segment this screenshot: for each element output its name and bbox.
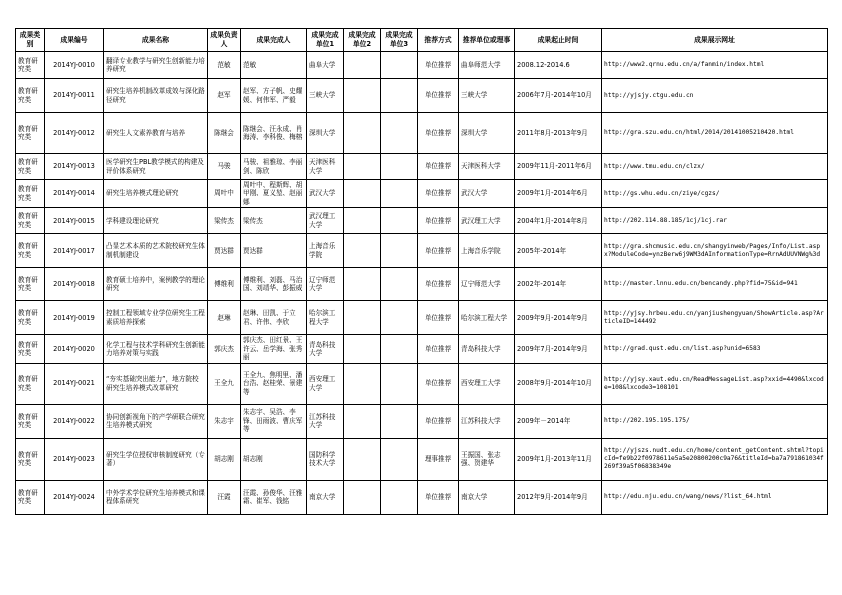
cell-unit2	[344, 52, 381, 79]
cell-code: 2014YJ-0024	[45, 480, 104, 514]
cell-period: 2008.12-2014.6	[515, 52, 602, 79]
cell-period: 2012年9月-2014年9月	[515, 480, 602, 514]
cell-name: “夯实基础突出能力”，地方院校研究生培养模式改革研究	[104, 363, 208, 404]
cell-unit1: 曲阜大学	[307, 52, 344, 79]
table-row	[16, 234, 828, 268]
cell-recommender: 曲阜师范大学	[459, 52, 515, 79]
cell-leader: 陈继会	[208, 113, 241, 154]
cell-name: 化学工程与技术学科研究生创新能力培养对策与实践	[104, 335, 208, 363]
header-row	[16, 29, 828, 52]
cell-category: 教育研究类	[16, 180, 45, 208]
cell-unit3	[381, 208, 418, 234]
cell-code: 2014YJ-0020	[45, 335, 104, 363]
cell-code: 2014YJ-0011	[45, 79, 104, 113]
cell-unit1: 南京大学	[307, 480, 344, 514]
cell-leader: 梁传杰	[208, 208, 241, 234]
cell-name: 中外学术学位研究生培养模式和课程体系研究	[104, 480, 208, 514]
cell-code: 2014YJ-0015	[45, 208, 104, 234]
cell-recommender: 王振国、张志强、贺建华	[459, 438, 515, 480]
cell-method: 单位推荐	[418, 268, 459, 301]
cell-code: 2014YJ-0010	[45, 52, 104, 79]
cell-category: 教育研究类	[16, 208, 45, 234]
cell-leader: 马骏	[208, 154, 241, 180]
cell-leader: 赵军	[208, 79, 241, 113]
cell-code: 2014YJ-0017	[45, 234, 104, 268]
cell-members: 郭庆杰、田红景、王许云、岳学海、张秀丽	[241, 335, 307, 363]
cell-method: 单位推荐	[418, 480, 459, 514]
cell-leader: 贾达群	[208, 234, 241, 268]
cell-period: 2008年9月-2014年10月	[515, 363, 602, 404]
cell-unit2	[344, 480, 381, 514]
cell-url[interactable]: http://202.114.88.185/1cj/1cj.rar	[602, 208, 828, 234]
header-url: 成果展示网址	[602, 29, 828, 52]
cell-unit1: 西安理工大学	[307, 363, 344, 404]
table-row	[16, 79, 828, 113]
cell-recommender: 三峡大学	[459, 79, 515, 113]
cell-leader: 赵琳	[208, 301, 241, 335]
cell-leader: 范敏	[208, 52, 241, 79]
cell-code: 2014YJ-0022	[45, 404, 104, 438]
table-row	[16, 268, 828, 301]
cell-unit2	[344, 404, 381, 438]
cell-method: 单位推荐	[418, 52, 459, 79]
cell-method: 单位推荐	[418, 154, 459, 180]
header-unit3: 成果完成单位3	[381, 29, 418, 52]
cell-recommender: 天津医科大学	[459, 154, 515, 180]
table-row	[16, 154, 828, 180]
cell-unit1: 辽宁师范大学	[307, 268, 344, 301]
cell-members: 贾达群	[241, 234, 307, 268]
cell-unit3	[381, 268, 418, 301]
cell-category: 教育研究类	[16, 404, 45, 438]
cell-unit3	[381, 52, 418, 79]
cell-category: 教育研究类	[16, 363, 45, 404]
cell-unit1: 天津医科大学	[307, 154, 344, 180]
cell-name: 医学研究生PBL教学模式的构建及评价体系研究	[104, 154, 208, 180]
cell-unit3	[381, 113, 418, 154]
cell-members: 汪霞、孙俊华、汪雅霜、崔军、钱铭	[241, 480, 307, 514]
cell-period: 2005年-2014年	[515, 234, 602, 268]
cell-unit1: 国防科学技术大学	[307, 438, 344, 480]
cell-unit1: 深圳大学	[307, 113, 344, 154]
cell-unit2	[344, 79, 381, 113]
cell-unit2	[344, 335, 381, 363]
cell-category: 教育研究类	[16, 268, 45, 301]
cell-leader: 朱志宇	[208, 404, 241, 438]
cell-name: 翻译专业教学与研究生创新能力培养研究	[104, 52, 208, 79]
cell-category: 教育研究类	[16, 52, 45, 79]
cell-members: 梁传杰	[241, 208, 307, 234]
cell-code: 2014YJ-0023	[45, 438, 104, 480]
cell-unit3	[381, 404, 418, 438]
cell-recommender: 南京大学	[459, 480, 515, 514]
cell-unit1: 武汉理工大学	[307, 208, 344, 234]
cell-method: 单位推荐	[418, 301, 459, 335]
cell-members: 陈继会、汪永成、肖海涛、李科俊、梅榕	[241, 113, 307, 154]
cell-members: 傅维利、刘磊、马治国、刘靖华、彭振威	[241, 268, 307, 301]
cell-unit3	[381, 480, 418, 514]
cell-period: 2004年1月-2014年8月	[515, 208, 602, 234]
cell-unit3	[381, 301, 418, 335]
cell-unit1: 青岛科技大学	[307, 335, 344, 363]
cell-name: 研究生培养机制改革成效与深化路径研究	[104, 79, 208, 113]
cell-url[interactable]: http://yjsy.hrbeu.edu.cn/yanjiushengyuan/ShowArticle.asp?ArticleID=144492	[602, 301, 828, 335]
cell-name: 研究生培养模式理论研究	[104, 180, 208, 208]
table-row	[16, 52, 828, 79]
cell-unit1: 上海音乐学院	[307, 234, 344, 268]
cell-members: 赵琳、田凯、于立君、许伟、李欣	[241, 301, 307, 335]
cell-method: 理事推荐	[418, 438, 459, 480]
header-unit1: 成果完成单位1	[307, 29, 344, 52]
cell-unit1: 江苏科技大学	[307, 404, 344, 438]
cell-period: 2011年8月-2013年9月	[515, 113, 602, 154]
achievements-table	[15, 28, 828, 515]
cell-url[interactable]: http://yjsy.xaut.edu.cn/ReadMessageList.asp?xxid=4490&lxcode=108&lxcode3=108101	[602, 363, 828, 404]
cell-category: 教育研究类	[16, 301, 45, 335]
cell-members: 周叶中、程斯辉、胡甲刚、夏义堃、赵丽娜	[241, 180, 307, 208]
cell-recommender: 深圳大学	[459, 113, 515, 154]
cell-unit2	[344, 301, 381, 335]
table-row	[16, 480, 828, 514]
cell-members: 赵军、方子帆、史耀媛、何伟军、严毅	[241, 79, 307, 113]
cell-period: 2006年7月-2014年10月	[515, 79, 602, 113]
cell-leader: 周叶中	[208, 180, 241, 208]
cell-members: 胡志刚	[241, 438, 307, 480]
table-row	[16, 180, 828, 208]
cell-category: 教育研究类	[16, 79, 45, 113]
cell-category: 教育研究类	[16, 154, 45, 180]
cell-code: 2014YJ-0013	[45, 154, 104, 180]
cell-unit2	[344, 234, 381, 268]
cell-url[interactable]: http://gs.whu.edu.cn/ziye/cgzs/	[602, 180, 828, 208]
cell-name: 凸显艺术本质的艺术院校研究生体制机制建设	[104, 234, 208, 268]
cell-url[interactable]: http://edu.nju.edu.cn/wang/news/?list_64.html	[602, 480, 828, 514]
cell-code: 2014YJ-0018	[45, 268, 104, 301]
cell-recommender: 哈尔滨工程大学	[459, 301, 515, 335]
cell-name: 教育硕士培养中，案例教学的理论研究	[104, 268, 208, 301]
cell-leader: 王全九	[208, 363, 241, 404]
cell-url[interactable]: http://gra.szu.edu.cn/html/2014/20141005210420.html	[602, 113, 828, 154]
header-unit2: 成果完成单位2	[344, 29, 381, 52]
cell-method: 单位推荐	[418, 113, 459, 154]
cell-url[interactable]: http://yjszs.nudt.edu.cn/home/content_getContent.shtml?topicId=fe9b22f0978611e5a5e20800200c9a76&titleId=ba7a791861034f269f39a5f06838349e	[602, 438, 828, 480]
cell-recommender: 江苏科技大学	[459, 404, 515, 438]
cell-unit1: 武汉大学	[307, 180, 344, 208]
cell-period: 2009年1月-2014年6月	[515, 180, 602, 208]
cell-method: 单位推荐	[418, 234, 459, 268]
table-row	[16, 438, 828, 480]
cell-leader: 郭庆杰	[208, 335, 241, 363]
header-code: 成果编号	[45, 29, 104, 52]
header-category: 成果类别	[16, 29, 45, 52]
cell-members: 朱志宇、吴浩、李锋、田雨波、曹庆军等	[241, 404, 307, 438]
cell-recommender: 上海音乐学院	[459, 234, 515, 268]
cell-unit1: 哈尔滨工程大学	[307, 301, 344, 335]
cell-unit3	[381, 438, 418, 480]
cell-url[interactable]: http://master.lnnu.edu.cn/bencandy.php?fid=75&id=941	[602, 268, 828, 301]
cell-method: 单位推荐	[418, 404, 459, 438]
cell-unit3	[381, 335, 418, 363]
header-period: 成果起止时间	[515, 29, 602, 52]
cell-period: 2009年11月-2011年6月	[515, 154, 602, 180]
cell-code: 2014YJ-0019	[45, 301, 104, 335]
cell-name: 协同创新视角下的产学研联合研究生培养模式研究	[104, 404, 208, 438]
cell-period: 2002年-2014年	[515, 268, 602, 301]
cell-recommender: 武汉理工大学	[459, 208, 515, 234]
cell-recommender: 辽宁师范大学	[459, 268, 515, 301]
cell-leader: 傅维利	[208, 268, 241, 301]
cell-unit3	[381, 180, 418, 208]
cell-leader: 胡志刚	[208, 438, 241, 480]
table-row	[16, 335, 828, 363]
cell-unit2	[344, 268, 381, 301]
cell-method: 单位推荐	[418, 363, 459, 404]
cell-recommender: 西安理工大学	[459, 363, 515, 404]
cell-unit2	[344, 438, 381, 480]
cell-category: 教育研究类	[16, 335, 45, 363]
cell-code: 2014YJ-0021	[45, 363, 104, 404]
table-row	[16, 404, 828, 438]
cell-name: 学科建设理论研究	[104, 208, 208, 234]
cell-leader: 汪霞	[208, 480, 241, 514]
cell-url[interactable]: http://www2.qrnu.edu.cn/a/fanmin/index.html	[602, 52, 828, 79]
cell-members: 王全九、焦明里、潘台浩、赵桂荣、景建等	[241, 363, 307, 404]
cell-unit1: 三峡大学	[307, 79, 344, 113]
table-row	[16, 113, 828, 154]
cell-unit3	[381, 363, 418, 404]
table-row	[16, 363, 828, 404]
cell-name: 研究生人文素养教育与培养	[104, 113, 208, 154]
header-members: 成果完成人	[241, 29, 307, 52]
cell-url[interactable]: http://www.tmu.edu.cn/clzx/	[602, 154, 828, 180]
cell-category: 教育研究类	[16, 234, 45, 268]
cell-code: 2014YJ-0012	[45, 113, 104, 154]
cell-recommender: 青岛科技大学	[459, 335, 515, 363]
cell-url[interactable]: http://gra.shcmusic.edu.cn/shangyinweb/Pages/Info/List.aspx?ModuleCode=ynzBerw6j9WM3dAInformationType=RrnAdUUVNWg%3d	[602, 234, 828, 268]
table-row	[16, 301, 828, 335]
header-method: 推荐方式	[418, 29, 459, 52]
cell-members: 范敏	[241, 52, 307, 79]
cell-method: 单位推荐	[418, 180, 459, 208]
cell-unit3	[381, 234, 418, 268]
cell-category: 教育研究类	[16, 438, 45, 480]
cell-url[interactable]: http://202.195.195.175/	[602, 404, 828, 438]
cell-period: 2009年9月-2014年9月	[515, 301, 602, 335]
cell-name: 控制工程领域专业学位研究生工程素质培养探索	[104, 301, 208, 335]
cell-unit2	[344, 154, 381, 180]
header-leader: 成果负责人	[208, 29, 241, 52]
cell-period: 2009年7月-2014年9月	[515, 335, 602, 363]
cell-unit3	[381, 79, 418, 113]
cell-method: 单位推荐	[418, 335, 459, 363]
cell-members: 马骏、祖雅琼、李丽剑、陈欣	[241, 154, 307, 180]
cell-code: 2014YJ-0014	[45, 180, 104, 208]
cell-recommender: 武汉大学	[459, 180, 515, 208]
cell-category: 教育研究类	[16, 480, 45, 514]
cell-category: 教育研究类	[16, 113, 45, 154]
cell-method: 单位推荐	[418, 79, 459, 113]
cell-unit2	[344, 180, 381, 208]
cell-method: 单位推荐	[418, 208, 459, 234]
table-row	[16, 208, 828, 234]
cell-period: 2009年－2014年	[515, 404, 602, 438]
cell-unit2	[344, 363, 381, 404]
cell-url[interactable]: http://grad.qust.edu.cn/list.asp?unid=6583	[602, 335, 828, 363]
cell-period: 2009年1月-2013年11月	[515, 438, 602, 480]
cell-name: 研究生学位授权审核制度研究（专著）	[104, 438, 208, 480]
header-name: 成果名称	[104, 29, 208, 52]
cell-unit2	[344, 113, 381, 154]
cell-unit3	[381, 154, 418, 180]
cell-url[interactable]: http://yjsjy.ctgu.edu.cn	[602, 79, 828, 113]
header-recommender: 推荐单位或理事	[459, 29, 515, 52]
cell-unit2	[344, 208, 381, 234]
